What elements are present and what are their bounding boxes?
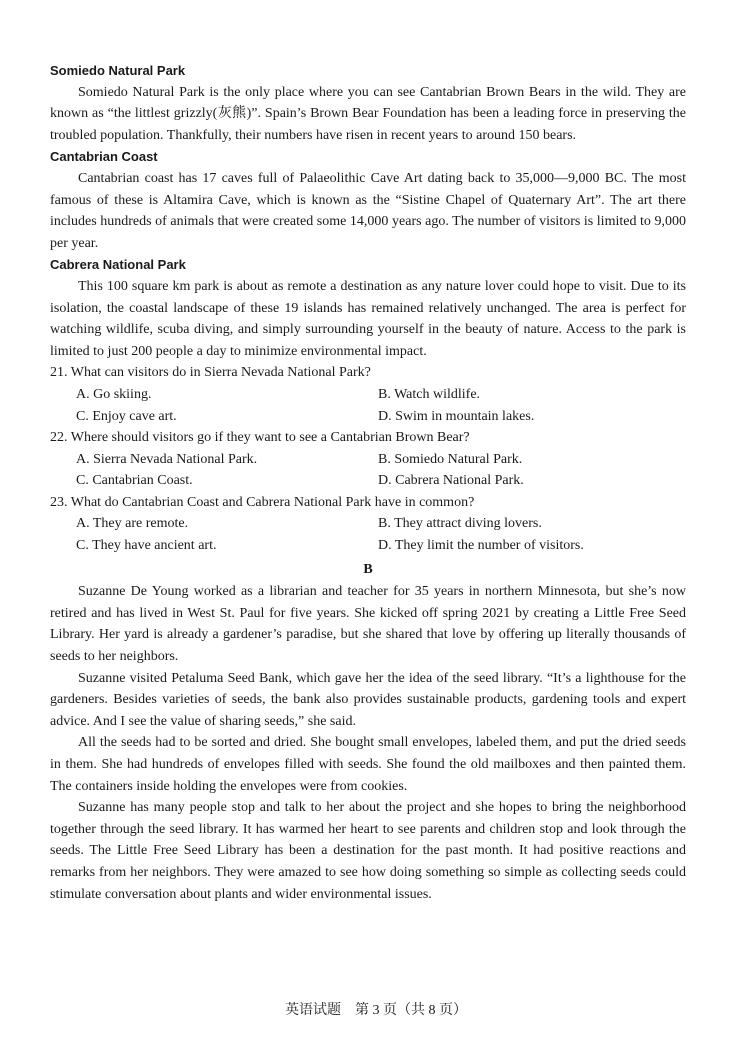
passage-b-label: B <box>363 561 373 577</box>
option-c: C. Cantabrian Coast. <box>76 473 193 489</box>
question-options <box>50 513 686 556</box>
option-b: B. Watch wildlife. <box>378 386 481 402</box>
section-somiedo <box>50 60 686 146</box>
option-a: A. Go skiing. <box>76 386 152 402</box>
question-options <box>50 449 686 492</box>
section-heading: Somiedo Natural Park <box>50 63 186 78</box>
passage-b-paragraph: Suzanne has many people stop and talk to her about the project and she hopes to bring the neighborhood together through the seed library. It has warmed her heart to see parents and children stop and look through the seeds. The Little Free Seed Library has been a destination for the past month. It had positive reactions and remarks from her neighbors. They were amazed to see how doing something so simple as collecting seeds could stimulate conversation about plants and wider environmental issues. <box>50 800 686 902</box>
question-stem: 23. What do Cantabrian Coast and Cabrera National Park have in common? <box>50 494 475 510</box>
section-heading: Cantabrian Coast <box>50 149 158 165</box>
option-a: A. They are remote. <box>76 516 189 532</box>
page-content <box>50 60 686 905</box>
section-heading: Cabrera National Park <box>50 257 186 273</box>
section-text: Somiedo Natural Park is the only place where you can see Cantabrian Brown Bears in the wild. They are known as “the littlest grizzly(灰熊)”. Spain’s Brown Bear Foundation has been a leading force in preserving the troubled population. Thankfully, their numbers have risen in recent years to around 150 bears. <box>50 84 686 143</box>
option-d: D. They limit the number of visitors. <box>378 538 584 554</box>
option-c: C. They have ancient art. <box>76 538 217 554</box>
passage-b-paragraph: Suzanne visited Petaluma Seed Bank, which gave her the idea of the seed library. “It’s a lighthouse for the gardeners. Besides varieties of seeds, the bank also provides sustainable products, gardening tools and expert advice. And I see the value of sharing seeds,” she said. <box>50 670 686 729</box>
question-stem: 21. What can visitors do in Sierra Nevada National Park? <box>50 365 371 381</box>
option-d: D. Swim in mountain lakes. <box>378 408 535 424</box>
passage-b-paragraph: All the seeds had to be sorted and dried. She bought small envelopes, labeled them, and put the dried seeds in them. She had hundreds of envelopes filled with seeds. She found the old mailboxes and then painted them. The containers inside holding the envelopes were from cookies. <box>50 735 686 794</box>
option-d: D. Cabrera National Park. <box>378 473 524 489</box>
section-cabrera <box>50 254 686 362</box>
section-text: This 100 square km park is about as remote a destination as any nature lover could hope to visit. Due to its isolation, the coastal landscape of these 19 islands has remained relatively unchanged. The area is perfect for watching wildlife, scuba diving, and simply surrounding yourself in the beauty of nature. Access to the park is limited to just 200 people a day to minimize environmental impact. <box>50 278 686 359</box>
question-22 <box>50 427 686 492</box>
passage-b-paragraph: Suzanne De Young worked as a librarian and teacher for 35 years in northern Minnesota, but she’s now retired and has lived in West St. Paul for five years. She kicked off spring 2021 by creating a Little Free Seed Library. Her yard is already a gardener’s paradise, but she shared that love by offering up literally thousands of seeds to her neighbors. <box>50 584 686 665</box>
question-23 <box>50 492 686 557</box>
option-b: B. Somiedo Natural Park. <box>378 451 523 467</box>
option-b: B. They attract diving lovers. <box>378 516 542 532</box>
question-21 <box>50 362 686 427</box>
page-footer: 英语试题 第 3 页（共 8 页） <box>285 1003 467 1018</box>
question-stem: 22. Where should visitors go if they want to see a Cantabrian Brown Bear? <box>50 430 470 446</box>
option-a: A. Sierra Nevada National Park. <box>76 451 258 467</box>
question-options <box>50 384 686 427</box>
section-text: Cantabrian coast has 17 caves full of Palaeolithic Cave Art dating back to 35,000—9,000 BC. The most famous of these is Altamira Cave, which is known as the “Sistine Chapel of Quaternary Art”. The art there includes hundreds of animals that were created some 14,000 years ago. The number of visitors is limited to 9,000 per year. <box>50 170 686 251</box>
section-cantabrian <box>50 146 686 254</box>
option-c: C. Enjoy cave art. <box>76 408 177 424</box>
